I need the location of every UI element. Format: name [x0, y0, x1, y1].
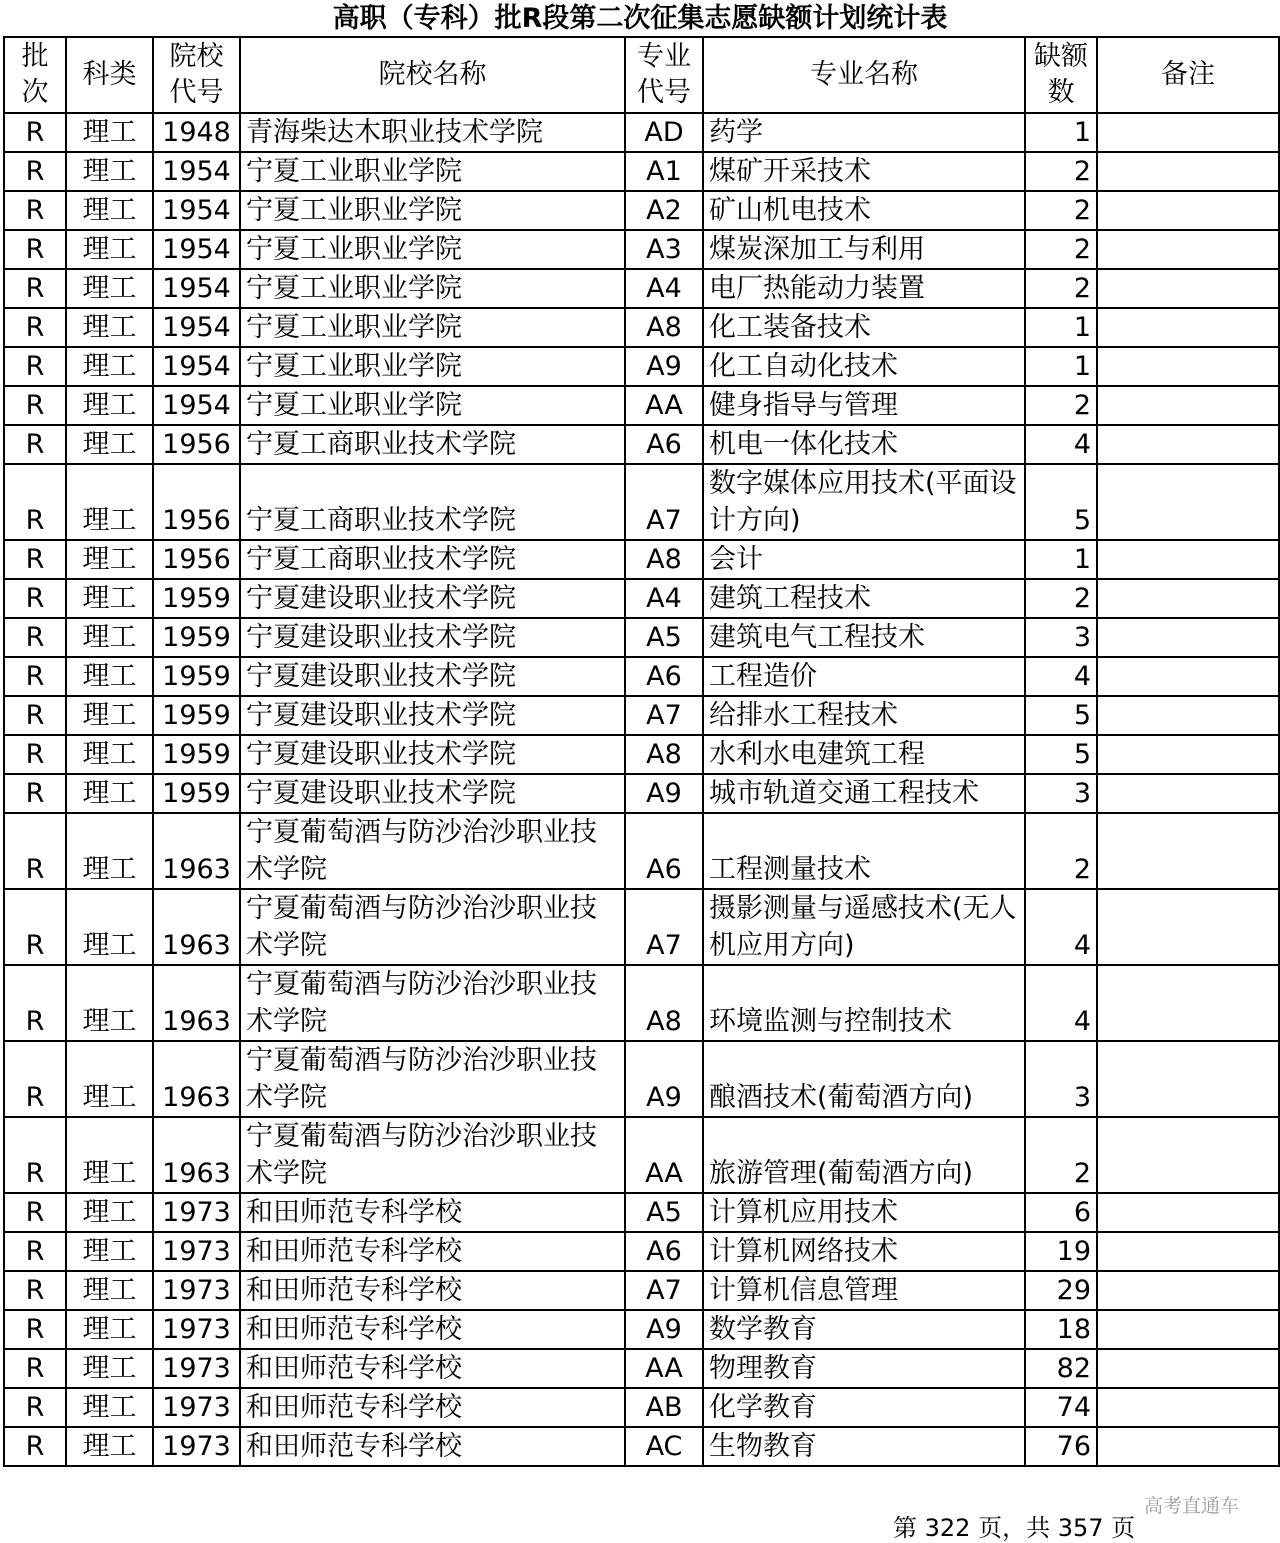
cell-major-code: A6 — [625, 813, 703, 889]
table-row — [4, 618, 1279, 657]
cell-batch: R — [4, 579, 66, 618]
table-row — [4, 1232, 1279, 1271]
page-title: 高职（专科）批R段第二次征集志愿缺额计划统计表 — [332, 3, 948, 34]
cell-major-name: 机电一体化技术 — [703, 425, 1025, 464]
cell-batch: R — [4, 308, 66, 347]
header-category: 科类 — [66, 37, 153, 113]
cell-major-code: AC — [625, 1427, 703, 1466]
cell-major-name: 健身指导与管理 — [703, 386, 1025, 425]
table-row — [4, 813, 1279, 889]
cell-major-code: A8 — [625, 540, 703, 579]
cell-major-name: 会计 — [703, 540, 1025, 579]
cell-school-code: 1959 — [153, 579, 240, 618]
cell-category: 理工 — [66, 1388, 153, 1427]
cell-vacancies: 5 — [1025, 735, 1097, 774]
cell-school-code: 1959 — [153, 774, 240, 813]
cell-category: 理工 — [66, 152, 153, 191]
cell-major-code: A6 — [625, 425, 703, 464]
cell-major-code: A6 — [625, 657, 703, 696]
cell-school-name: 宁夏工商职业技术学院 — [240, 540, 625, 579]
cell-note — [1097, 1271, 1279, 1310]
cell-major-name: 化工装备技术 — [703, 308, 1025, 347]
cell-school-name: 和田师范专科学校 — [240, 1271, 625, 1310]
table-row — [4, 735, 1279, 774]
cell-major-name: 药学 — [703, 113, 1025, 152]
header-major-code: 专业代号 — [625, 37, 703, 113]
table-row — [4, 965, 1279, 1041]
cell-note — [1097, 386, 1279, 425]
cell-vacancies: 3 — [1025, 1041, 1097, 1117]
cell-category: 理工 — [66, 464, 153, 540]
table-row — [4, 347, 1279, 386]
cell-category: 理工 — [66, 347, 153, 386]
cell-vacancies: 4 — [1025, 657, 1097, 696]
cell-category: 理工 — [66, 1232, 153, 1271]
cell-school-code: 1954 — [153, 152, 240, 191]
table-row — [4, 1271, 1279, 1310]
cell-school-name: 宁夏葡萄酒与防沙治沙职业技术学院 — [240, 1117, 625, 1193]
cell-school-code: 1956 — [153, 425, 240, 464]
cell-batch: R — [4, 657, 66, 696]
cell-batch: R — [4, 1427, 66, 1466]
cell-batch: R — [4, 1349, 66, 1388]
table-row — [4, 1349, 1279, 1388]
table-row — [4, 308, 1279, 347]
cell-major-name: 电厂热能动力装置 — [703, 269, 1025, 308]
cell-batch: R — [4, 965, 66, 1041]
cell-major-code: A9 — [625, 347, 703, 386]
cell-major-code: A9 — [625, 1310, 703, 1349]
cell-note — [1097, 1193, 1279, 1232]
cell-major-code: A8 — [625, 735, 703, 774]
cell-major-code: A6 — [625, 1232, 703, 1271]
cell-category: 理工 — [66, 386, 153, 425]
cell-vacancies: 2 — [1025, 269, 1097, 308]
cell-batch: R — [4, 113, 66, 152]
cell-vacancies: 4 — [1025, 965, 1097, 1041]
cell-category: 理工 — [66, 1310, 153, 1349]
cell-note — [1097, 1117, 1279, 1193]
cell-batch: R — [4, 1193, 66, 1232]
cell-category: 理工 — [66, 308, 153, 347]
cell-batch: R — [4, 152, 66, 191]
cell-batch: R — [4, 1271, 66, 1310]
cell-major-code: A7 — [625, 464, 703, 540]
cell-school-code: 1956 — [153, 540, 240, 579]
cell-batch: R — [4, 230, 66, 269]
cell-major-code: AA — [625, 386, 703, 425]
cell-note — [1097, 308, 1279, 347]
cell-major-name: 矿山机电技术 — [703, 191, 1025, 230]
table-row — [4, 540, 1279, 579]
cell-note — [1097, 657, 1279, 696]
vacancy-table — [3, 36, 1280, 1467]
header-school-name: 院校名称 — [240, 37, 625, 113]
cell-school-code: 1948 — [153, 113, 240, 152]
cell-major-code: A4 — [625, 269, 703, 308]
cell-batch: R — [4, 735, 66, 774]
cell-note — [1097, 579, 1279, 618]
cell-note — [1097, 152, 1279, 191]
cell-vacancies: 1 — [1025, 113, 1097, 152]
cell-major-name: 化学教育 — [703, 1388, 1025, 1427]
cell-school-name: 宁夏工业职业学院 — [240, 347, 625, 386]
table-row — [4, 1388, 1279, 1427]
cell-major-name: 摄影测量与遥感技术(无人机应用方向) — [703, 889, 1025, 965]
cell-school-code: 1954 — [153, 269, 240, 308]
cell-vacancies: 76 — [1025, 1427, 1097, 1466]
cell-major-name: 酿酒技术(葡萄酒方向) — [703, 1041, 1025, 1117]
table-row — [4, 152, 1279, 191]
cell-batch: R — [4, 1388, 66, 1427]
cell-category: 理工 — [66, 113, 153, 152]
cell-school-name: 宁夏建设职业技术学院 — [240, 618, 625, 657]
cell-major-name: 工程测量技术 — [703, 813, 1025, 889]
cell-batch: R — [4, 774, 66, 813]
cell-batch: R — [4, 813, 66, 889]
cell-major-name: 数学教育 — [703, 1310, 1025, 1349]
header-school-code: 院校代号 — [153, 37, 240, 113]
cell-major-code: A7 — [625, 889, 703, 965]
cell-category: 理工 — [66, 965, 153, 1041]
cell-school-name: 宁夏工业职业学院 — [240, 308, 625, 347]
cell-school-code: 1963 — [153, 889, 240, 965]
cell-vacancies: 6 — [1025, 1193, 1097, 1232]
cell-vacancies: 1 — [1025, 347, 1097, 386]
cell-major-name: 煤炭深加工与利用 — [703, 230, 1025, 269]
cell-school-code: 1954 — [153, 386, 240, 425]
cell-major-code: A1 — [625, 152, 703, 191]
cell-vacancies: 1 — [1025, 308, 1097, 347]
cell-school-code: 1963 — [153, 1041, 240, 1117]
cell-note — [1097, 774, 1279, 813]
cell-vacancies: 5 — [1025, 464, 1097, 540]
cell-school-name: 宁夏葡萄酒与防沙治沙职业技术学院 — [240, 813, 625, 889]
cell-school-name: 宁夏葡萄酒与防沙治沙职业技术学院 — [240, 965, 625, 1041]
cell-school-name: 宁夏工业职业学院 — [240, 386, 625, 425]
cell-major-name: 数字媒体应用技术(平面设计方向) — [703, 464, 1025, 540]
cell-school-code: 1959 — [153, 618, 240, 657]
cell-school-code: 1959 — [153, 696, 240, 735]
cell-school-name: 和田师范专科学校 — [240, 1310, 625, 1349]
cell-vacancies: 2 — [1025, 191, 1097, 230]
cell-note — [1097, 813, 1279, 889]
table-row — [4, 425, 1279, 464]
cell-school-name: 宁夏建设职业技术学院 — [240, 735, 625, 774]
table-row — [4, 464, 1279, 540]
cell-batch: R — [4, 347, 66, 386]
cell-major-code: AD — [625, 113, 703, 152]
cell-major-code: A4 — [625, 579, 703, 618]
cell-major-name: 水利水电建筑工程 — [703, 735, 1025, 774]
cell-category: 理工 — [66, 1193, 153, 1232]
cell-school-code: 1959 — [153, 657, 240, 696]
cell-school-name: 宁夏建设职业技术学院 — [240, 774, 625, 813]
cell-major-code: A9 — [625, 1041, 703, 1117]
cell-note — [1097, 540, 1279, 579]
cell-note — [1097, 1041, 1279, 1117]
cell-school-name: 宁夏葡萄酒与防沙治沙职业技术学院 — [240, 1041, 625, 1117]
cell-major-name: 生物教育 — [703, 1427, 1025, 1466]
header-vacancies: 缺额数 — [1025, 37, 1097, 113]
cell-major-code: A2 — [625, 191, 703, 230]
cell-school-name: 宁夏工业职业学院 — [240, 152, 625, 191]
cell-school-code: 1963 — [153, 1117, 240, 1193]
cell-major-code: AA — [625, 1349, 703, 1388]
header-batch: 批次 — [4, 37, 66, 113]
cell-major-name: 环境监测与控制技术 — [703, 965, 1025, 1041]
cell-major-name: 计算机网络技术 — [703, 1232, 1025, 1271]
cell-school-name: 宁夏建设职业技术学院 — [240, 579, 625, 618]
cell-school-name: 和田师范专科学校 — [240, 1349, 625, 1388]
cell-school-name: 宁夏建设职业技术学院 — [240, 657, 625, 696]
cell-school-name: 宁夏葡萄酒与防沙治沙职业技术学院 — [240, 889, 625, 965]
cell-batch: R — [4, 386, 66, 425]
cell-batch: R — [4, 1117, 66, 1193]
cell-note — [1097, 696, 1279, 735]
cell-school-code: 1954 — [153, 347, 240, 386]
cell-school-code: 1973 — [153, 1232, 240, 1271]
cell-vacancies: 5 — [1025, 696, 1097, 735]
cell-major-name: 建筑电气工程技术 — [703, 618, 1025, 657]
cell-vacancies: 74 — [1025, 1388, 1097, 1427]
cell-school-name: 和田师范专科学校 — [240, 1427, 625, 1466]
cell-category: 理工 — [66, 1271, 153, 1310]
cell-school-code: 1973 — [153, 1193, 240, 1232]
cell-batch: R — [4, 269, 66, 308]
cell-school-code: 1973 — [153, 1388, 240, 1427]
cell-major-name: 工程造价 — [703, 657, 1025, 696]
cell-major-name: 给排水工程技术 — [703, 696, 1025, 735]
cell-vacancies: 2 — [1025, 230, 1097, 269]
table-row — [4, 657, 1279, 696]
table-row — [4, 113, 1279, 152]
cell-major-code: A9 — [625, 774, 703, 813]
cell-school-code: 1959 — [153, 735, 240, 774]
cell-vacancies: 29 — [1025, 1271, 1097, 1310]
cell-school-name: 宁夏建设职业技术学院 — [240, 696, 625, 735]
cell-batch: R — [4, 464, 66, 540]
cell-category: 理工 — [66, 269, 153, 308]
cell-vacancies: 82 — [1025, 1349, 1097, 1388]
cell-major-name: 计算机信息管理 — [703, 1271, 1025, 1310]
cell-major-name: 城市轨道交通工程技术 — [703, 774, 1025, 813]
table-row — [4, 889, 1279, 965]
cell-category: 理工 — [66, 425, 153, 464]
cell-batch: R — [4, 696, 66, 735]
cell-school-name: 宁夏工商职业技术学院 — [240, 464, 625, 540]
table-body — [4, 113, 1279, 1466]
cell-major-code: AB — [625, 1388, 703, 1427]
cell-school-code: 1963 — [153, 965, 240, 1041]
table-row — [4, 191, 1279, 230]
cell-major-code: A7 — [625, 1271, 703, 1310]
cell-school-code: 1963 — [153, 813, 240, 889]
cell-note — [1097, 1349, 1279, 1388]
table-row — [4, 386, 1279, 425]
cell-major-name: 物理教育 — [703, 1349, 1025, 1388]
cell-school-name: 和田师范专科学校 — [240, 1388, 625, 1427]
cell-school-name: 宁夏工商职业技术学院 — [240, 425, 625, 464]
cell-vacancies: 2 — [1025, 386, 1097, 425]
cell-school-code: 1956 — [153, 464, 240, 540]
cell-school-name: 和田师范专科学校 — [240, 1193, 625, 1232]
cell-category: 理工 — [66, 1117, 153, 1193]
cell-major-name: 煤矿开采技术 — [703, 152, 1025, 191]
cell-school-name: 和田师范专科学校 — [240, 1232, 625, 1271]
cell-batch: R — [4, 191, 66, 230]
cell-category: 理工 — [66, 1041, 153, 1117]
cell-vacancies: 4 — [1025, 425, 1097, 464]
cell-category: 理工 — [66, 696, 153, 735]
cell-major-code: A3 — [625, 230, 703, 269]
cell-major-name: 化工自动化技术 — [703, 347, 1025, 386]
table-row — [4, 1193, 1279, 1232]
cell-note — [1097, 269, 1279, 308]
cell-school-code: 1973 — [153, 1310, 240, 1349]
header-note: 备注 — [1097, 37, 1279, 113]
header-row — [4, 37, 1279, 113]
cell-major-code: A7 — [625, 696, 703, 735]
cell-vacancies: 4 — [1025, 889, 1097, 965]
cell-vacancies: 3 — [1025, 774, 1097, 813]
table-row — [4, 1117, 1279, 1193]
cell-major-code: A5 — [625, 618, 703, 657]
cell-vacancies: 2 — [1025, 152, 1097, 191]
cell-category: 理工 — [66, 813, 153, 889]
cell-category: 理工 — [66, 579, 153, 618]
cell-vacancies: 18 — [1025, 1310, 1097, 1349]
cell-school-name: 青海柴达木职业技术学院 — [240, 113, 625, 152]
cell-major-name: 建筑工程技术 — [703, 579, 1025, 618]
cell-note — [1097, 1427, 1279, 1466]
header-major-name: 专业名称 — [703, 37, 1025, 113]
cell-category: 理工 — [66, 735, 153, 774]
cell-category: 理工 — [66, 540, 153, 579]
table-row — [4, 269, 1279, 308]
cell-note — [1097, 735, 1279, 774]
cell-school-code: 1973 — [153, 1427, 240, 1466]
cell-major-name: 旅游管理(葡萄酒方向) — [703, 1117, 1025, 1193]
cell-vacancies: 19 — [1025, 1232, 1097, 1271]
table-row — [4, 1041, 1279, 1117]
cell-school-code: 1954 — [153, 308, 240, 347]
cell-major-code: A8 — [625, 308, 703, 347]
cell-major-name: 计算机应用技术 — [703, 1193, 1025, 1232]
cell-note — [1097, 1232, 1279, 1271]
cell-school-code: 1954 — [153, 230, 240, 269]
cell-major-code: A8 — [625, 965, 703, 1041]
cell-batch: R — [4, 1310, 66, 1349]
cell-vacancies: 2 — [1025, 579, 1097, 618]
cell-category: 理工 — [66, 618, 153, 657]
cell-category: 理工 — [66, 774, 153, 813]
cell-major-code: A5 — [625, 1193, 703, 1232]
table-row — [4, 1310, 1279, 1349]
table-row — [4, 230, 1279, 269]
watermark: 高考直通车 — [1144, 1495, 1240, 1517]
cell-category: 理工 — [66, 657, 153, 696]
cell-school-code: 1973 — [153, 1271, 240, 1310]
cell-school-code: 1973 — [153, 1349, 240, 1388]
cell-school-name: 宁夏工业职业学院 — [240, 191, 625, 230]
table-row — [4, 579, 1279, 618]
cell-note — [1097, 464, 1279, 540]
cell-note — [1097, 113, 1279, 152]
cell-category: 理工 — [66, 889, 153, 965]
table-row — [4, 774, 1279, 813]
cell-category: 理工 — [66, 230, 153, 269]
cell-note — [1097, 230, 1279, 269]
cell-category: 理工 — [66, 1427, 153, 1466]
cell-note — [1097, 1388, 1279, 1427]
cell-note — [1097, 1310, 1279, 1349]
cell-batch: R — [4, 425, 66, 464]
cell-note — [1097, 889, 1279, 965]
cell-vacancies: 3 — [1025, 618, 1097, 657]
cell-batch: R — [4, 1041, 66, 1117]
page-footer: 第 322 页，共 357 页 — [893, 1514, 1136, 1542]
cell-school-code: 1954 — [153, 191, 240, 230]
cell-batch: R — [4, 1232, 66, 1271]
cell-category: 理工 — [66, 191, 153, 230]
cell-note — [1097, 618, 1279, 657]
cell-vacancies: 1 — [1025, 540, 1097, 579]
cell-note — [1097, 191, 1279, 230]
cell-vacancies: 2 — [1025, 813, 1097, 889]
table-row — [4, 1427, 1279, 1466]
cell-school-name: 宁夏工业职业学院 — [240, 269, 625, 308]
cell-note — [1097, 425, 1279, 464]
cell-vacancies: 2 — [1025, 1117, 1097, 1193]
cell-batch: R — [4, 889, 66, 965]
cell-major-code: AA — [625, 1117, 703, 1193]
cell-note — [1097, 965, 1279, 1041]
cell-school-name: 宁夏工业职业学院 — [240, 230, 625, 269]
cell-batch: R — [4, 618, 66, 657]
cell-note — [1097, 347, 1279, 386]
cell-batch: R — [4, 540, 66, 579]
cell-category: 理工 — [66, 1349, 153, 1388]
table-row — [4, 696, 1279, 735]
